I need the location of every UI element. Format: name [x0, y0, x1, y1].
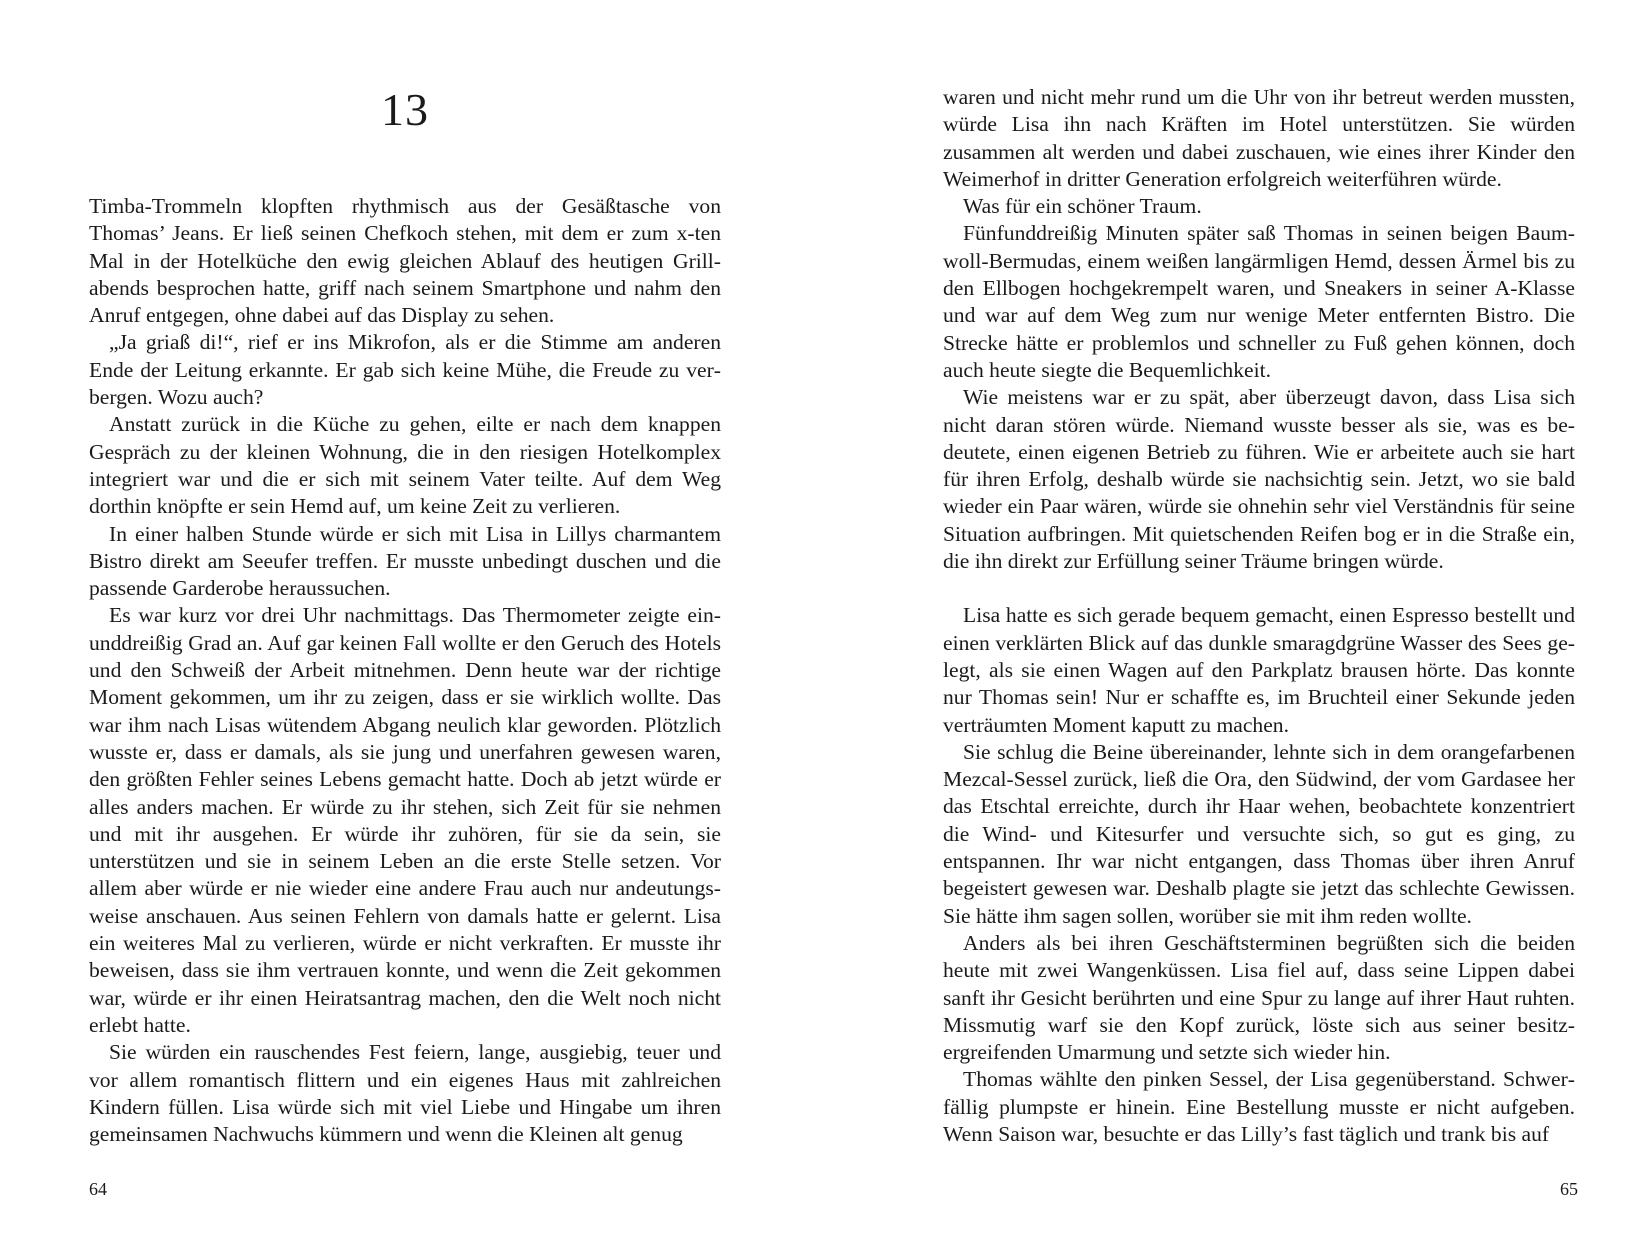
paragraph: Anders als bei ihren Geschäftsterminen begrüßten sich die beiden heute mit zwei Wangenküssen. Lisa fiel auf, dass seine Lippen dabei sanft ihr Gesicht berührten und eine Spur zu lange auf ihrer Haut ruhten. Missmutig warf sie den Kopf zurück, löste sich aus seiner besitzergreifenden Umarmung und setzte sich wieder hin.: [943, 930, 1575, 1065]
paragraph: Was für ein schöner Traum.: [963, 194, 1202, 219]
paragraph: Sie schlug die Beine übereinander, lehnte sich in dem orangefarbenen Mezcal-Sessel zurück, ließ die Ora, den Südwind, der vom Gardasee her das Etschtal erreichte, durch ihr Haar wehen, beobachtete konzentriert die Wind- und Kitesurfer und versuchte sich, so gut es ging, zu entspannen. Ihr war nicht entgangen, dass Thomas über ihren Anruf begeistert gewesen war. Deshalb plagte sie jetzt das schlechte Gewissen. Sie hätte ihm sagen sollen, worüber sie mit ihm reden wollte.: [943, 739, 1575, 928]
paragraph: Anstatt zurück in die Küche zu gehen, eilte er nach dem knappen Gespräch zu der kleinen Wohnung, die in den riesigen Hotelkomplex integriert war und die er sich mit seinem Vater teilte. Auf dem Weg dorthin knöpfte er sein Hemd auf, um keine Zeit zu verlieren.: [89, 412, 721, 519]
page-number-left: 64: [89, 1179, 107, 1199]
paragraph: waren und nicht mehr rund um die Uhr von ihr betreut werden mussten, würde Lisa ihn nach Kräften im Hotel unterstützen. Sie würden zusammen alt werden und dabei zuschauen, wie eines ihrer Kinder den Weimerhof in dritter Generation erfolgreich weiterführen würde.: [943, 85, 1575, 191]
paragraph: Sie würden ein rauschendes Fest feiern, lange, ausgiebig, teuer und vor allem romantisch flittern und ein eigenes Haus mit zahlreichen Kindern füllen. Lisa würde sich mit viel Liebe und Hingabe um ihren gemeinsamen Nachwuchs kümmern und wenn die Kleinen alt genug: [89, 1040, 721, 1147]
paragraph: Thomas wählte den pinken Sessel, der Lisa gegenüberstand. Schwerfällig plumpste er hinein. Eine Bestellung musste er nicht aufgeben. Wenn Saison war, besuchte er das Lilly’s fast täglich und trank bis auf: [943, 1067, 1575, 1146]
paragraph: Fünfunddreißig Minuten später saß Thomas in seinen beigen Baumwoll-Bermudas, einem weißen langärmligen Hemd, dessen Ärmel bis zu den Ellbogen hochgekrempelt waren, und Sneakers in seiner A-Klasse und war auf dem Weg zum nur wenige Meter entfernten Bistro. Die Strecke hätte er problemlos und schneller zu Fuß gehen können, doch auch heute siegte die Bequemlichkeit.: [943, 221, 1575, 382]
paragraph: Es war kurz vor drei Uhr nachmittags. Das Thermometer zeigte einunddreißig Grad an. Auf gar keinen Fall wollte er den Geruch des Hotels und den Schweiß der Arbeit mitnehmen. Denn heute war der richtige Moment gekommen, um ihr zu zeigen, dass er sie wirklich wollte. Das war ihm nach Lisas wütendem Abgang neulich klar geworden. Plötzlich wusste er, dass er damals, als sie jung und unerfahren gewesen waren, den größten Fehler seines Lebens gemacht hatte. Doch ab jetzt würde er alles anders machen. Er würde zu ihr stehen, sich Zeit für sie nehmen und mit ihr ausgehen. Er würde ihr zuhören, für sie da sein, sie unterstützen und sie in seinem Leben an die erste Stelle setzen. Vor allem aber würde er nie wieder eine andere Frau auch nur andeutungsweise anschauen. Aus seinen Fehlern von damals hatte er gelernt. Lisa ein weiteres Mal zu verlieren, würde er nicht verkraften. Er musste ihr beweisen, dass sie ihm vertrauen konnte, und wenn die Zeit gekommen war, würde er ihr einen Heiratsantrag machen, den die Welt noch nicht erlebt hatte.: [89, 603, 721, 1037]
paragraph: Wie meistens war er zu spät, aber überzeugt davon, dass Lisa sich nicht daran stören würde. Niemand wusste besser als sie, was es bedeutete, einen eigenen Betrieb zu führen. Wie er arbeitete auch sie hart für ihren Erfolg, deshalb würde sie nachsichtig sein. Jetzt, wo sie bald wieder ein Paar wären, würde sie ohnehin sehr viel Verständnis für seine Situation aufbringen. Mit quietschenden Reifen bog er in die Straße ein, die ihn direkt zur Erfüllung seiner Träume bringen würde.: [943, 385, 1575, 574]
paragraph: Lisa hatte es sich gerade bequem gemacht, einen Espresso bestellt und einen verklärten Blick auf das dunkle smaragdgrüne Wasser des Sees gelegt, als sie einen Wagen auf den Parkplatz brausen hörte. Das konnte nur Thomas sein! Nur er schaffte es, im Bruchteil einer Sekunde jeden verträumten Moment kaputt zu machen.: [943, 603, 1575, 737]
chapter-number: 13: [381, 84, 429, 135]
paragraph: „Ja griaß di!“, rief er ins Mikrofon, als er die Stimme am anderen Ende der Leitung erkannte. Er gab sich keine Mühe, die Freude zu verbergen. Wozu auch?: [89, 330, 721, 410]
left-page-body: [89, 193, 721, 1148]
paragraph: In einer halben Stunde würde er sich mit Lisa in Lillys charmantem Bistro direkt am Seeufer treffen. Er musste unbedingt duschen und die passende Garderobe heraussuchen.: [89, 521, 721, 601]
paragraph: Timba-Trommeln klopften rhythmisch aus der Gesäßtasche von Thomas’ Jeans. Er ließ seinen Chefkoch stehen, mit dem er zum x-ten Mal in der Hotelküche den ewig gleichen Ablauf des heutigen Grillabends besprochen hatte, griff nach seinem Smartphone und nahm den Anruf entgegen, ohne dabei auf das Display zu sehen.: [89, 194, 721, 328]
page-number-right: 65: [1560, 1179, 1578, 1199]
right-page: [825, 0, 1650, 1240]
right-page-body: [943, 84, 1575, 1148]
